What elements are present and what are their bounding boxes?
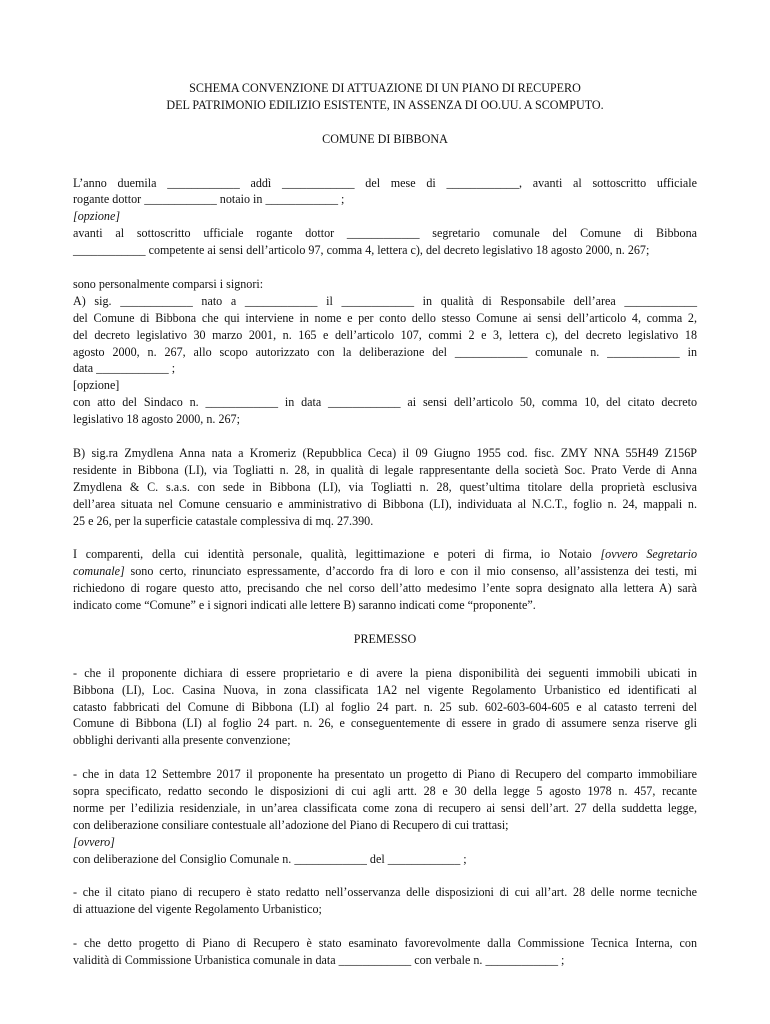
comparenti-italic: [ovvero Segretario (600, 547, 697, 562)
comparsi-line: del Comune di Bibbona che qui interviene in nome e per conto dello stesso Comune ai sensi dell’articolo 4, comma 2, (73, 310, 697, 325)
comparenti-paragraph (73, 546, 697, 614)
opzione-label: [opzione] (73, 209, 121, 224)
comparenti-text: I comparenti, della cui identità personale, qualità, legittimazione e poteri di firma, io Notaio (73, 547, 601, 562)
premesso-line: con deliberazione del Consiglio Comunale n. ____________ del ____________ ; (73, 851, 467, 866)
party-b-line: 25 e 26, per la superficie catastale complessiva di mq. 27.390. (73, 513, 374, 528)
document-title-line-1: SCHEMA CONVENZIONE DI ATTUAZIONE DI UN PIANO DI RECUPERO (189, 81, 581, 95)
premesso-line: di attuazione del vigente Regolamento Urbanistico; (73, 902, 322, 917)
party-b-line: dell’area situata nel Comune censuario e amministrativo di Bibbona (LI), individuata al N.C.T., foglio n. 24, mappali n. (73, 496, 697, 511)
premesso-heading: PREMESSO (353, 631, 417, 646)
premesso-line: - che detto progetto di Piano di Recupero è stato esaminato favorevolmente dalla Commissione Tecnica Interna, con (73, 936, 697, 951)
party-b-line: B) sig.ra Zmydlena Anna nata a Kromeriz (Repubblica Ceca) il 09 Giugno 1955 cod. fisc. ZMY NNA 55H49 Z156P (73, 445, 697, 460)
comparenti-italic: comunale] (73, 564, 125, 579)
party-b-line: Zmydlena & C. s.a.s. con sede in Bibbona (LI), via Togliatti n. 28, quest’ultima titolare della proprietà esclusiva (73, 479, 697, 494)
premesso-item-2 (73, 766, 697, 867)
comparsi-line: con atto del Sindaco n. ____________ in data ____________ ai sensi dell’articolo 50, comma 10, del citato decreto (73, 395, 697, 410)
comparenti-line (73, 546, 697, 563)
document-title-line-2: DEL PATRIMONIO EDILIZIO ESISTENTE, IN ASSENZA DI OO.UU. A SCOMPUTO. (166, 97, 604, 112)
premesso-line: obblighi derivanti alla presente convenzione; (73, 733, 291, 748)
premesso-line: Comune di Bibbona (LI) al foglio 24 part. n. 26, e conseguentemente di essere in grado di assumere senza riserve gli (73, 716, 697, 731)
premesso-line: - che il proponente dichiara di essere proprietario e di avere la piena disponibilità dei seguenti immobili ubicati in (73, 665, 697, 680)
comparenti-line (73, 563, 697, 580)
party-b-paragraph (73, 445, 697, 530)
intro-line: ____________ competente ai sensi dell’articolo 97, comma 4, lettera c), del decreto legislativo 18 agosto 2000, n. 267; (73, 243, 650, 258)
comparsi-line: data ____________ ; (73, 361, 176, 376)
intro-line: rogante dottor ____________ notaio in ____________ ; (73, 192, 345, 207)
premesso-line: sopra specificato, redatto secondo le disposizioni di cui agli artt. 28 e 30 della legge 5 agosto 1978 n. 457, recante (73, 784, 697, 799)
premesso-item-1 (73, 665, 697, 750)
comparenti-text: sono certo, rinunciato espressamente, d’accordo fra di loro e con il mio consenso, all’assistenza dei testi, mi (124, 564, 697, 579)
premesso-line: norme per l’edilizia residenziale, in un’area classificata come zona di recupero ai sensi dell’art. 27 della suddetta legge, (73, 800, 697, 815)
premesso-line: Bibbona (LI), Loc. Casina Nuova, in zona classificata 1A2 nel vigente Regolamento Urbanistico ed identificati al (73, 682, 697, 697)
party-b-line: residente in Bibbona (LI), via Togliatti n. 28, in qualità di legale rappresentante della società Soc. Prato Verde di Anna (73, 462, 697, 477)
premesso-line: validità di Commissione Urbanistica comunale in data ____________ con verbale n. ____________ ; (73, 953, 565, 968)
ovvero-label: [ovvero] (73, 834, 115, 849)
intro-paragraph (73, 175, 697, 260)
document-page (73, 80, 697, 969)
opzione-label: [opzione] (73, 378, 120, 393)
premesso-line: catasto fabbricati del Comune di Bibbona (LI) al foglio 24 part. n. 25 sub. 602-603-604-605 e al catasto terreni del (73, 699, 697, 714)
comparsi-heading: sono personalmente comparsi i signori: (73, 276, 264, 291)
intro-line: L’anno duemila ____________ addì ____________ del mese di ____________, avanti al sottoscritto ufficiale (73, 175, 697, 190)
premesso-line: con deliberazione consiliare contestuale all’adozione del Piano di Recupero di cui trattasi; (73, 817, 509, 832)
comparsi-line: legislativo 18 agosto 2000, n. 267; (73, 412, 240, 427)
premesso-item-3 (73, 884, 697, 918)
comparenti-line: indicato come “Comune” e i signori indicati alle lettere B) saranno indicati come “proponente”. (73, 598, 536, 613)
intro-line: avanti al sottoscritto ufficiale rogante dottor ____________ segretario comunale del Comune di Bibbona (73, 226, 697, 241)
premesso-line: - che il citato piano di recupero è stato redatto nell’osservanza delle disposizioni di cui all’art. 28 delle norme tecniche (73, 885, 697, 900)
comparsi-line: A) sig. ____________ nato a ____________ il ____________ in qualità di Responsabile dell’area ____________ (73, 293, 697, 308)
comparsi-line: del decreto legislativo 30 marzo 2001, n. 165 e dell’articolo 107, commi 2 e 3, lettera c), del decreto legislativo 18 (73, 327, 697, 342)
comune-heading: COMUNE DI BIBBONA (322, 131, 448, 146)
premesso-line: - che in data 12 Settembre 2017 il proponente ha presentato un progetto di Piano di Recupero del comparto immobiliare (73, 767, 697, 782)
premesso-item-4 (73, 935, 697, 969)
comparsi-paragraph (73, 276, 697, 428)
comparenti-line: richiedono di rogare questo atto, precisando che nel corso dell’atto medesimo l’ente sopra designato alla lettera A) sarà (73, 581, 697, 596)
comparsi-line: agosto 2000, n. 267, allo scopo autorizzato con la deliberazione del ____________ comunale n. ____________ in (73, 344, 697, 359)
